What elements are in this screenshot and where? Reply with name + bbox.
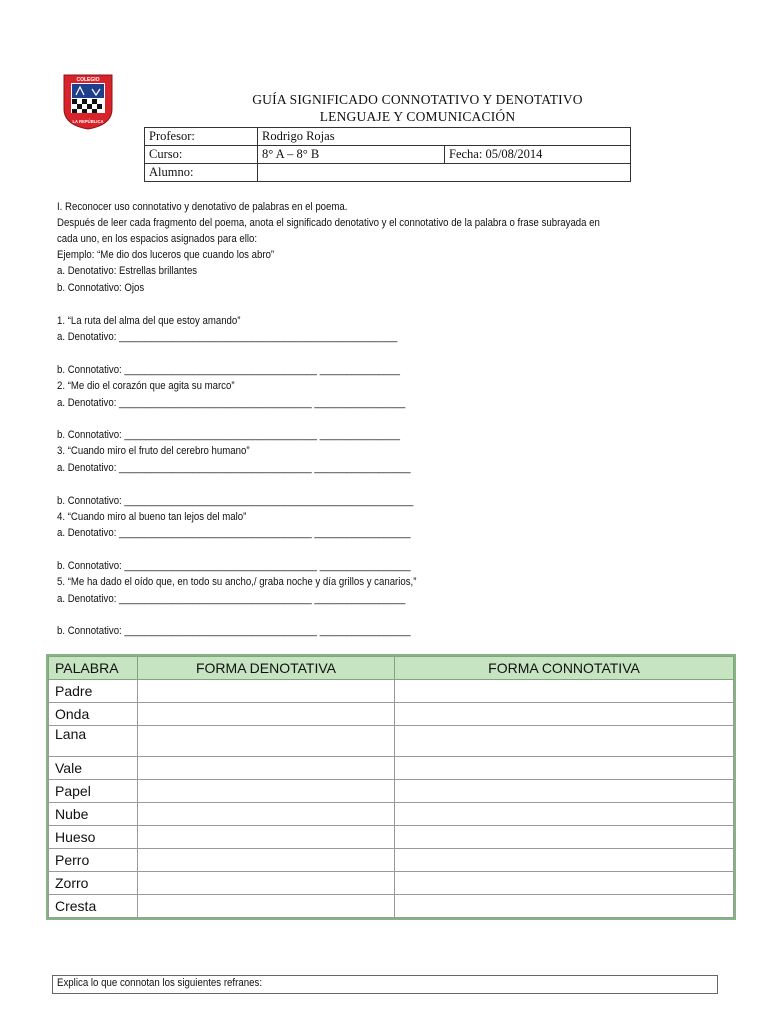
exercise-question: 4. “Cuando miro al bueno tan lejos del malo”	[57, 511, 247, 523]
connotative-cell[interactable]	[395, 803, 734, 826]
connotative-cell[interactable]	[395, 757, 734, 780]
instruction-line: cada uno, en los espacios asignados para ello:	[57, 233, 258, 245]
document-subtitle: LENGUAJE Y COMUNICACIÓN	[319, 109, 516, 124]
word-cell: Padre	[49, 680, 138, 703]
word-cell: Zorro	[49, 872, 138, 895]
logo-top-text: COLEGIO	[76, 77, 100, 83]
profesor-value: Rodrigo Rojas	[258, 128, 631, 146]
word-cell: Nube	[49, 803, 138, 826]
denotative-cell[interactable]	[138, 757, 395, 780]
connotative-cell[interactable]	[395, 680, 734, 703]
logo-bottom-text: LA REPÚBLICA	[72, 119, 104, 124]
denotative-cell[interactable]	[138, 680, 395, 703]
exercise-question: 1. “La ruta del alma del que estoy amando”	[57, 315, 241, 327]
word-cell: Cresta	[49, 895, 138, 918]
denotative-cell[interactable]	[138, 826, 395, 849]
fecha-value: Fecha: 05/08/2014	[445, 146, 631, 164]
example-line: Ejemplo: “Me dio dos luceros que cuando los abro”	[57, 249, 275, 261]
alumno-field[interactable]	[258, 164, 631, 182]
denotative-cell[interactable]	[138, 895, 395, 918]
exercise-question: 3. “Cuando miro el fruto del cerebro humano”	[57, 445, 250, 457]
exercise-connotative-blank[interactable]: b. Connotativo: ____________________________________ _________________	[57, 560, 411, 572]
profesor-label: Profesor:	[145, 128, 258, 146]
connotative-cell[interactable]	[395, 895, 734, 918]
word-cell: Perro	[49, 849, 138, 872]
exercise-denotative-blank[interactable]: a. Denotativo: ____________________________________ __________________	[57, 527, 411, 539]
exercise-denotative-blank[interactable]: a. Denotativo: ____________________________________ _________________	[57, 397, 406, 409]
connotative-cell[interactable]	[395, 703, 734, 726]
example-denotative: a. Denotativo: Estrellas brillantes	[57, 265, 198, 277]
curso-label: Curso:	[145, 146, 258, 164]
proverbs-box	[52, 975, 718, 994]
connotative-cell[interactable]	[395, 826, 734, 849]
exercise-question: 5. “Me ha dado el oído que, en todo su ancho,/ graba noche y día grillos y canarios,”	[57, 576, 417, 588]
school-crest-logo	[62, 73, 114, 131]
exercise-denotative-blank[interactable]: a. Denotativo: ____________________________________________________	[57, 331, 398, 343]
student-info-table	[144, 127, 631, 182]
column-header-connotative: FORMA CONNOTATIVA	[395, 657, 734, 680]
denotative-cell[interactable]	[138, 703, 395, 726]
exercise-connotative-blank[interactable]: b. Connotativo: ______________________________________________________	[57, 495, 414, 507]
document-title: GUÍA SIGNIFICADO CONNOTATIVO Y DENOTATIVO	[252, 92, 583, 107]
proverbs-label: Explica lo que connotan los siguientes refranes:	[57, 977, 263, 989]
word-cell: Vale	[49, 757, 138, 780]
word-cell: Lana	[49, 726, 138, 757]
instruction-line: Después de leer cada fragmento del poema, anota el significado denotativo y el connotativo de la palabra o frase subrayada en	[57, 217, 600, 229]
denotative-cell[interactable]	[138, 803, 395, 826]
exercise-question: 2. “Me dio el corazón que agita su marco”	[57, 380, 235, 392]
words-table	[48, 656, 734, 918]
connotative-cell[interactable]	[395, 872, 734, 895]
denotative-cell[interactable]	[138, 872, 395, 895]
example-connotative: b. Connotativo: Ojos	[57, 282, 145, 294]
exercise-connotative-blank[interactable]: b. Connotativo: ____________________________________ _______________	[57, 364, 400, 376]
denotative-cell[interactable]	[138, 780, 395, 803]
connotative-cell[interactable]	[395, 726, 734, 757]
curso-value: 8° A – 8° B	[258, 146, 445, 164]
column-header-denotative: FORMA DENOTATIVA	[138, 657, 395, 680]
alumno-label: Alumno:	[145, 164, 258, 182]
connotative-cell[interactable]	[395, 849, 734, 872]
exercise-connotative-blank[interactable]: b. Connotativo: ____________________________________ _______________	[57, 429, 400, 441]
word-cell: Onda	[49, 703, 138, 726]
word-cell: Hueso	[49, 826, 138, 849]
denotative-cell[interactable]	[138, 726, 395, 757]
word-cell: Papel	[49, 780, 138, 803]
exercise-denotative-blank[interactable]: a. Denotativo: ____________________________________ __________________	[57, 462, 411, 474]
exercise-denotative-blank[interactable]: a. Denotativo: ____________________________________ _________________	[57, 593, 406, 605]
connotative-cell[interactable]	[395, 780, 734, 803]
denotative-cell[interactable]	[138, 849, 395, 872]
column-header-word: PALABRA	[49, 657, 138, 680]
exercise-connotative-blank[interactable]: b. Connotativo: ____________________________________ _________________	[57, 625, 411, 637]
instruction-line: I. Reconocer uso connotativo y denotativo de palabras en el poema.	[57, 201, 348, 213]
